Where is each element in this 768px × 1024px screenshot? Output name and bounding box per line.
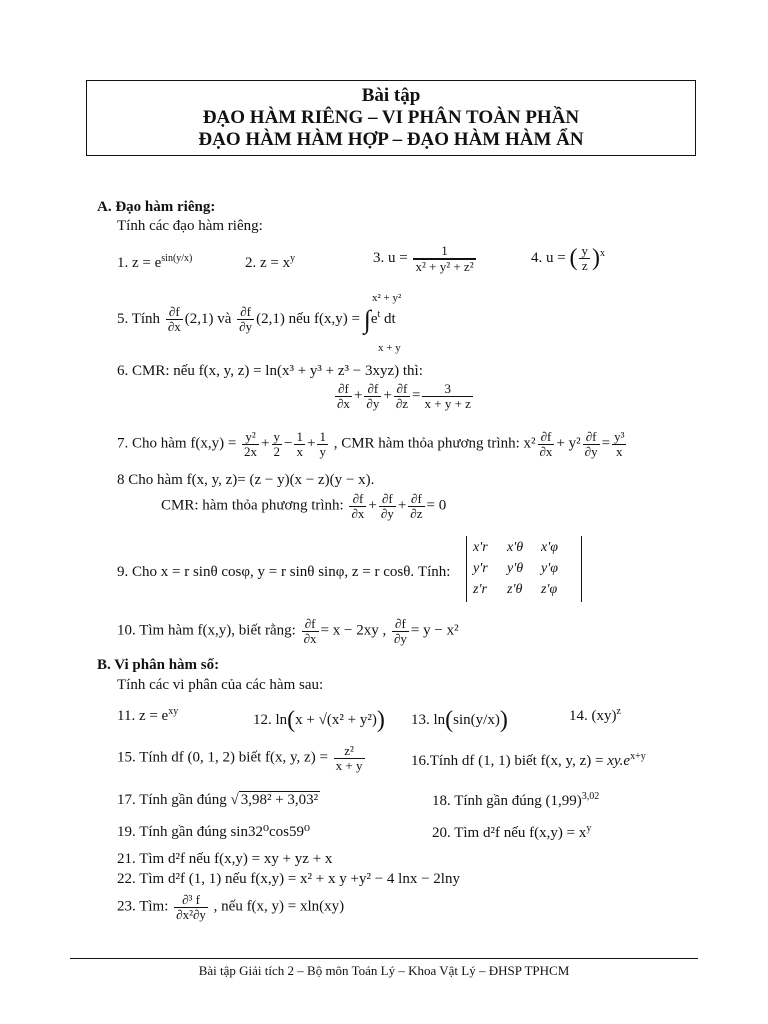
problem-16: 16.Tính df (1, 1) biết f(x, y, $z) = xy.e^{x+y}$ xyxy=(411,751,646,769)
problem-23: 23. Tìm: $\frac{\text{∂³ f}}{\text{∂x²∂y}}$ , nếu f(x, y) = xln(xy) xyxy=(117,892,345,922)
problem-6: 6. CMR: nếu f(x, y, z) = ln(x³ + y³ + z³ − 3xyz) thì: xyxy=(117,363,423,379)
title-line-1: Bài tập xyxy=(361,85,421,106)
problem-14: 14. (xy)$^z$ xyxy=(569,706,621,724)
problem-1: 1. $z = e^{sin(y/x)}$ xyxy=(117,253,193,271)
problem-21: 21. Tìm d²f nếu f(x,y) = xy + yz + x xyxy=(117,851,333,867)
section-b-intro: Tính các vi phân của các hàm sau: xyxy=(117,677,324,693)
integral-lower-limit: x + y xyxy=(378,342,401,354)
problem-6-equation: $\frac{\partial f}{\partial x}$ + $\frac{\partial f}{\partial y}$ + $\frac{\partial f}{\partial z}$ = $\frac{3}{x + y + z}$ xyxy=(337,381,471,411)
problem-3: 3. u = $\frac{1}{\text{x² + y² + z²}}$ xyxy=(373,243,474,274)
problem-8-equation: CMR: hàm thỏa phương trình: $\frac{\partial f}{\partial x}$ + $\frac{\partial f}{\partial y}$ + $\frac{\partial f}{\partial z}$ = 0 xyxy=(161,491,447,521)
footer-divider xyxy=(70,958,698,959)
title-line-3: ĐẠO HÀM HÀM HỢP – ĐẠO HÀM HÀM ẨN xyxy=(198,129,584,150)
title-box xyxy=(86,80,696,156)
integral-upper-limit: x² + y² xyxy=(372,292,402,304)
page-footer: Bài tập Giải tích 2 – Bộ môn Toán Lý – Khoa Vật Lý – ĐHSP TPHCM xyxy=(198,963,570,978)
problem-10: 10. Tìm hàm f(x,y), biết rằng: $\frac{\partial f}{\partial x}$ = x − 2xy , $\frac{\partial f}{\partial y}$ = y − x² xyxy=(117,616,459,646)
section-a-heading: A. Đạo hàm riêng: xyxy=(97,199,216,215)
problem-9: 9. Cho x = r sinθ cosφ, y = r sinθ sinφ, z = r cosθ. Tính: xyxy=(117,564,451,580)
problem-5: 5. Tính $\frac{\partial f}{\partial x}$ (2,1) và $\frac{\partial f}{\partial y}$ (2,1) nếu $f(x,y) = \int e^t$ dt xyxy=(117,304,396,335)
problem-15: 15. Tính df (0, 1, 2) biết f(x, y, z) = $\frac{\text{z²}}{x + y}$ xyxy=(117,743,363,773)
problem-4: 4. u = ( $\frac{y}{z}$ )$^x$ xyxy=(531,243,605,273)
problem-13: 13. ln(sin(y/x)) xyxy=(411,707,508,733)
problem-20: 20. Tìm d²f nếu $f(x,y) = x^y$ xyxy=(432,823,592,841)
problem-2: 2. $z = x^y$ xyxy=(245,253,296,271)
section-a-intro: Tính các đạo hàm riêng: xyxy=(117,218,263,234)
problem-17: 17. Tính gần đúng √ 3,98² + 3,03² xyxy=(117,792,319,808)
problem-19: 19. Tính gần đúng sin32⁰cos59⁰ xyxy=(117,824,310,840)
problem-12: 12. ln(x + √(x² + y²)) xyxy=(253,707,385,733)
section-b-heading: B. Vi phân hàm số: xyxy=(97,657,220,673)
problem-22: 22. Tìm d²f (1, 1) nếu f(x,y) = x² + x y +y² − 4 lnx − 2lny xyxy=(117,871,460,887)
problem-11: 11. $z = e^{xy}$ xyxy=(117,706,179,724)
title-line-2: ĐẠO HÀM RIÊNG – VI PHÂN TOÀN PHẦN xyxy=(202,107,580,128)
problem-7: 7. Cho hàm f(x,y) = $\frac{\text{y²}}{2x}$ + $\frac{y}{2}$ − $\frac{1}{x}$ + $\frac{1}{y}$ , CMR hàm thỏa phương trình: x² $\frac{\partial f}{\partial x}$ + y² $\frac{\partial f}{\partial y}$ = $\frac{\text{y³}}{x}$ xyxy=(117,429,625,459)
jacobian-determinant: x'r x'θ x'φ y'r y'θ y'φ z'r z'θ z'φ xyxy=(466,536,582,602)
problem-18: 18. Tính gần đúng $(1,99)^{3,02}$ xyxy=(432,791,600,809)
problem-8: 8 Cho hàm f(x, y, z)= (z − y)(x − z)(y − x). xyxy=(117,472,375,488)
